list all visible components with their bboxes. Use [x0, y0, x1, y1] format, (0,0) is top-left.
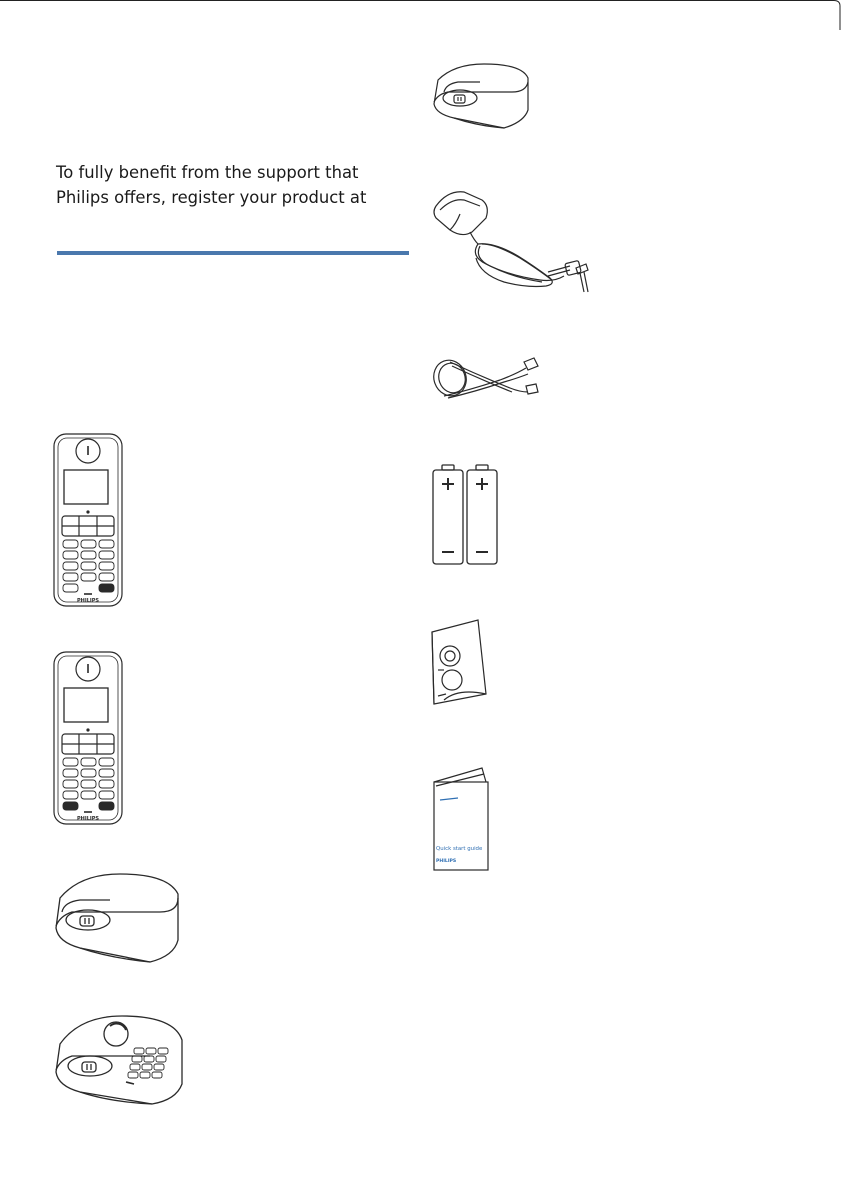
power-adapter-icon [430, 184, 590, 304]
handset-2 [52, 650, 128, 828]
quick-start-guide-brand: PHILIPS [436, 859, 457, 864]
batteries-icon [430, 462, 500, 566]
support-intro-text [56, 160, 416, 210]
section-divider [57, 251, 409, 255]
quick-start-guide-icon [430, 764, 494, 874]
charger-cradle-icon [50, 868, 186, 968]
charger-cradle-icon [430, 60, 534, 132]
page-corner-line [0, 0, 842, 40]
support-intro-line-1: To fully benefit from the support that [56, 163, 359, 182]
batteries [430, 462, 500, 566]
handset-icon [52, 432, 128, 610]
handset-brand-label: PHILIPS [76, 598, 100, 604]
support-intro-line-2: Philips offers, register your product at [56, 188, 367, 207]
base-station-with-keypad-icon [50, 1010, 186, 1110]
handset-1 [52, 432, 128, 610]
line-cord-icon [430, 352, 542, 410]
quick-start-guide-title: Quick start guide [436, 846, 483, 852]
warranty-leaflet [430, 618, 490, 708]
warranty-leaflet-icon [430, 618, 490, 708]
base-station-with-keypad [50, 1010, 186, 1110]
charger-cradle-small [430, 60, 534, 132]
charger-cradle-large [50, 868, 186, 968]
power-adapter [430, 184, 590, 304]
line-cord [430, 352, 542, 410]
quick-start-guide [430, 764, 494, 874]
handset-brand-label: PHILIPS [76, 816, 100, 822]
handset-icon [52, 650, 128, 828]
